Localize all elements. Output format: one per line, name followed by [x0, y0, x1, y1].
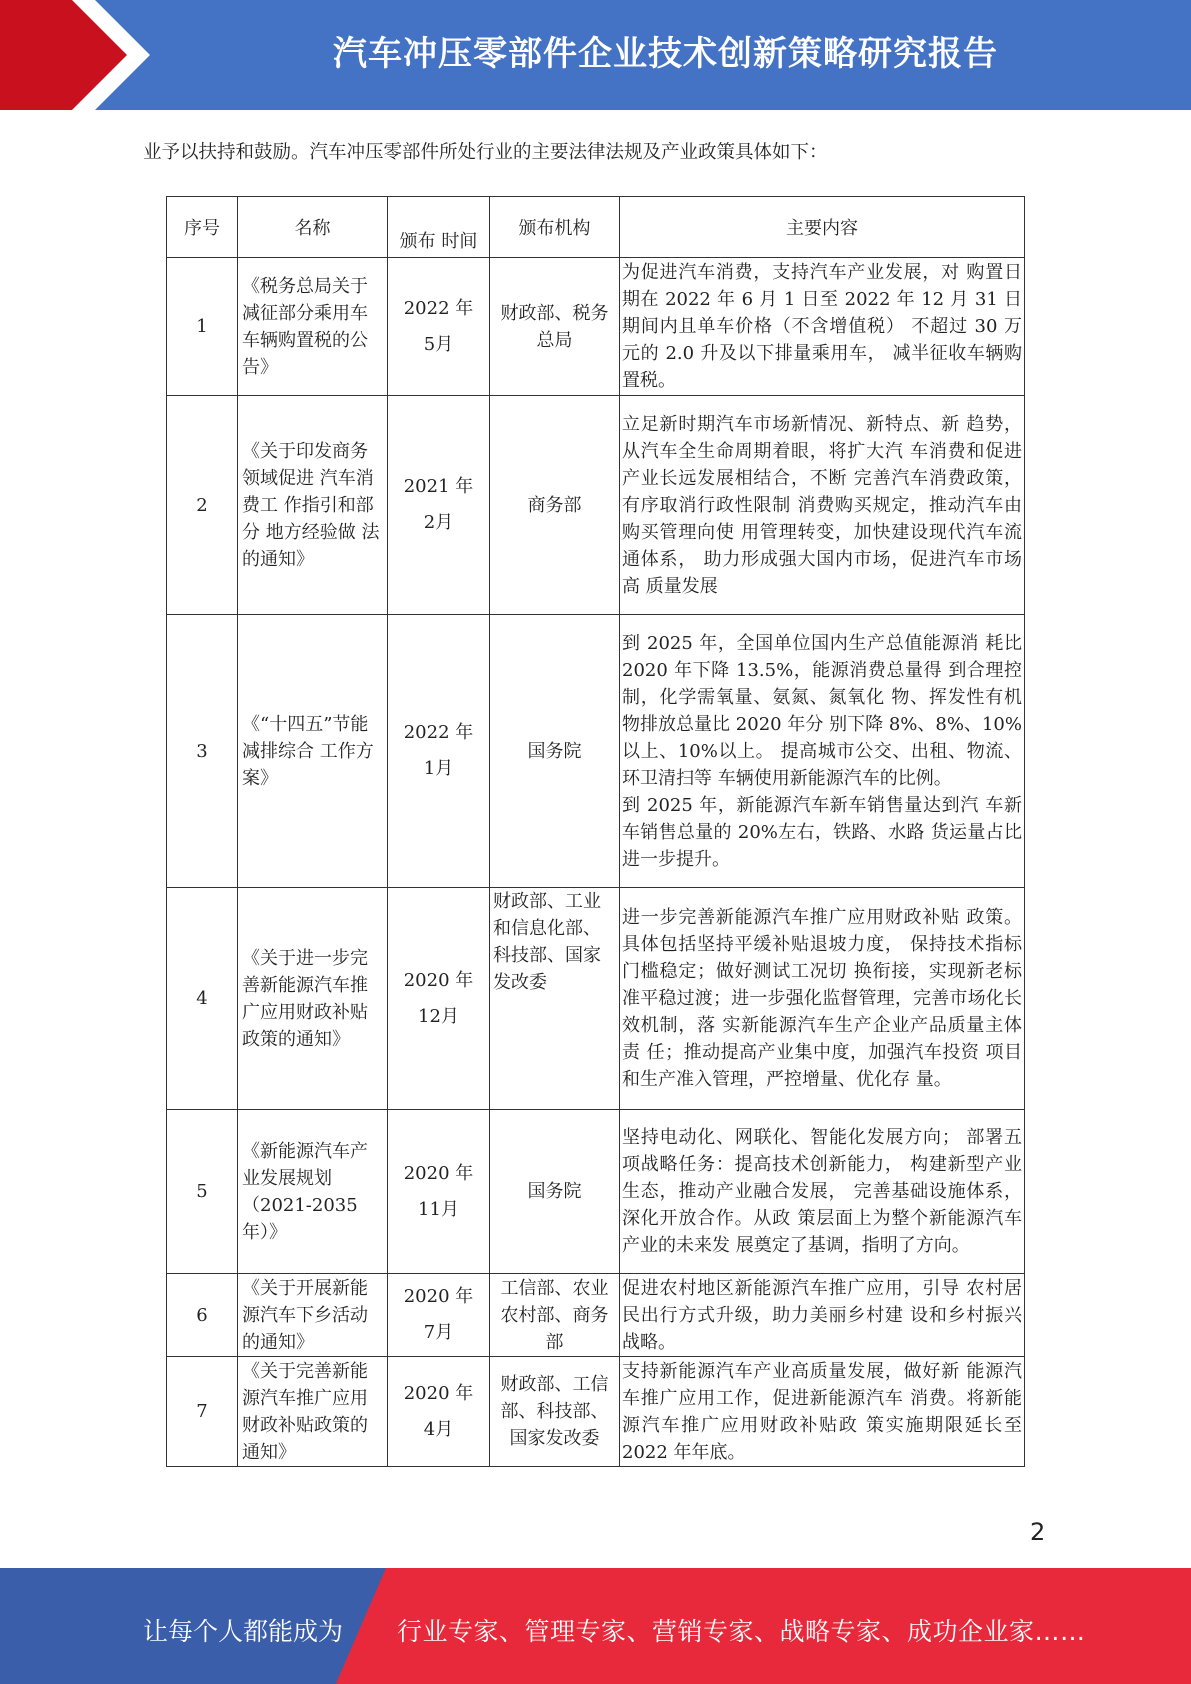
report-header — [0, 0, 1191, 110]
intro-paragraph: 业予以扶持和鼓励。汽车冲压零部件所处行业的主要法律法规及产业政策具体如下： — [143, 142, 828, 163]
row-index: 7 — [167, 1357, 238, 1467]
policy-content: 为促进汽车消费，支持汽车产业发展，对 购置日期在 2022 年 6 月 1 日至 2022 年 12 月 31 日期间内且单车价格（不含增值税） 不超过 30 万元的 2.0 升及以下排量乘用车， 减半征收车辆购置税。 — [620, 258, 1025, 396]
footer-slogan: 行业专家、管理专家、营销专家、战略专家、成功企业家…… — [397, 1617, 1086, 1646]
issue-date: 2020 年 7月 — [388, 1274, 490, 1357]
issue-date: 2022 年 5月 — [388, 258, 490, 396]
row-index: 4 — [167, 888, 238, 1110]
table-row — [167, 1274, 1025, 1357]
row-index: 1 — [167, 258, 238, 396]
row-index: 5 — [167, 1110, 238, 1274]
issue-date: 2021 年 2月 — [388, 396, 490, 615]
table-row — [167, 615, 1025, 888]
table-row — [167, 1357, 1025, 1467]
issue-date: 2020 年 12月 — [388, 888, 490, 1110]
issue-date: 2020 年 11月 — [388, 1110, 490, 1274]
policy-name: 《关于开展新能源汽车下乡活动的通知》 — [238, 1274, 388, 1357]
table-header-row — [167, 197, 1025, 258]
content-paragraph: 到 2025 年，新能源汽车新车销售量达到汽 车新车销售总量的 20%左右，铁路、水路 货运量占比进一步提升。 — [622, 794, 1022, 870]
table-row — [167, 888, 1025, 1110]
policy-content: 立足新时期汽车市场新情况、新特点、新 趋势，从汽车全生命周期着眼，将扩大汽 车消费和促进产业长远发展相结合，不断 完善汽车消费政策，有序取消行政性限制 消费购买规定，推动汽车由购买管理向使 用管理转变，加快建设现代汽车流通体系， 助力形成强大国内市场，促进汽车市场高 质量发展 — [620, 396, 1025, 615]
table-row — [167, 396, 1025, 615]
policy-content: 进一步完善新能源汽车推广应用财政补贴 政策。具体包括坚持平缓补贴退坡力度， 保持技术指标门槛稳定；做好测试工况切 换衔接，实现新老标准平稳过渡；进一步强化监督管理，完善市场化长效机制，落 实新能源汽车生产企业产品质量主体责 任；推动提高产业集中度，加强汽车投资 项目和生产准入管理，严控增量、优化存 量。 — [620, 888, 1025, 1110]
policy-name: 《关于印发商务领域促进 汽车消费工 作指引和部分 地方经验做 法的通知》 — [238, 396, 388, 615]
issuing-authority: 国务院 — [490, 1110, 620, 1274]
policy-content: 坚持电动化、网联化、智能化发展方向； 部署五项战略任务：提高技术创新能力， 构建新型产业生态，推动产业融合发展， 完善基础设施体系，深化开放合作。从政 策层面上为整个新能源汽车产业的未来发 展奠定了基调，指明了方向。 — [620, 1110, 1025, 1274]
policy-name: 《新能源汽车产业发展规划（2021-2035 年）》 — [238, 1110, 388, 1274]
header-date: 颁布 时间 — [388, 197, 490, 258]
page-number: 2 — [1030, 1518, 1046, 1546]
issuing-authority: 国务院 — [490, 615, 620, 888]
issuing-authority: 工信部、农业农村部、商务部 — [490, 1274, 620, 1357]
header-content: 主要内容 — [620, 197, 1025, 258]
header-index: 序号 — [167, 197, 238, 258]
table-row — [167, 1110, 1025, 1274]
policy-content — [620, 615, 1025, 888]
issue-date: 2020 年 4月 — [388, 1357, 490, 1467]
table-row — [167, 258, 1025, 396]
report-title: 汽车冲压零部件企业技术创新策略研究报告 — [333, 34, 998, 74]
policy-name: 《“十四五”节能减排综合 工作方案》 — [238, 615, 388, 888]
policy-name: 《关于完善新能源汽车推广应用财政补贴政策的通知》 — [238, 1357, 388, 1467]
footer-lead-text: 让每个人都能成为 — [143, 1617, 344, 1646]
policy-table — [166, 196, 1025, 1467]
row-index: 2 — [167, 396, 238, 615]
header-issuer: 颁布机构 — [490, 197, 620, 258]
issuing-authority: 财政部、工业和信息化部、科技部、国家发改委 — [490, 888, 620, 1110]
policy-name: 《税务总局关于减征部分乘用车车辆购置税的公告》 — [238, 258, 388, 396]
policy-content: 促进农村地区新能源汽车推广应用，引导 农村居民出行方式升级，助力美丽乡村建 设和乡村振兴战略。 — [620, 1274, 1025, 1357]
issue-date: 2022 年 1月 — [388, 615, 490, 888]
policy-content: 支持新能源汽车产业高质量发展，做好新 能源汽车推广应用工作，促进新能源汽车 消费。将新能源汽车推广应用财政补贴政 策实施期限延长至 2022 年年底。 — [620, 1357, 1025, 1467]
header-name: 名称 — [238, 197, 388, 258]
issuing-authority: 商务部 — [490, 396, 620, 615]
issuing-authority: 财政部、工信部、科技部、国家发改委 — [490, 1357, 620, 1467]
issuing-authority: 财政部、税务总局 — [490, 258, 620, 396]
row-index: 3 — [167, 615, 238, 888]
row-index: 6 — [167, 1274, 238, 1357]
content-paragraph: 到 2025 年，全国单位国内生产总值能源消 耗比 2020 年下降 13.5%，能源消费总量得 到合理控制，化学需氧量、氨氮、氮氧化 物、挥发性有机物排放总量比 2020 年分 别下降 8%、8%、10%以上、10%以上。 提高城市公交、出租、物流、环卫清扫等 车辆使用新能源汽车的比例。 — [622, 632, 1022, 789]
chevron-arrow-icon — [0, 0, 150, 110]
policy-name: 《关于进一步完善新能源汽车推广应用财政补贴政策的通知》 — [238, 888, 388, 1110]
